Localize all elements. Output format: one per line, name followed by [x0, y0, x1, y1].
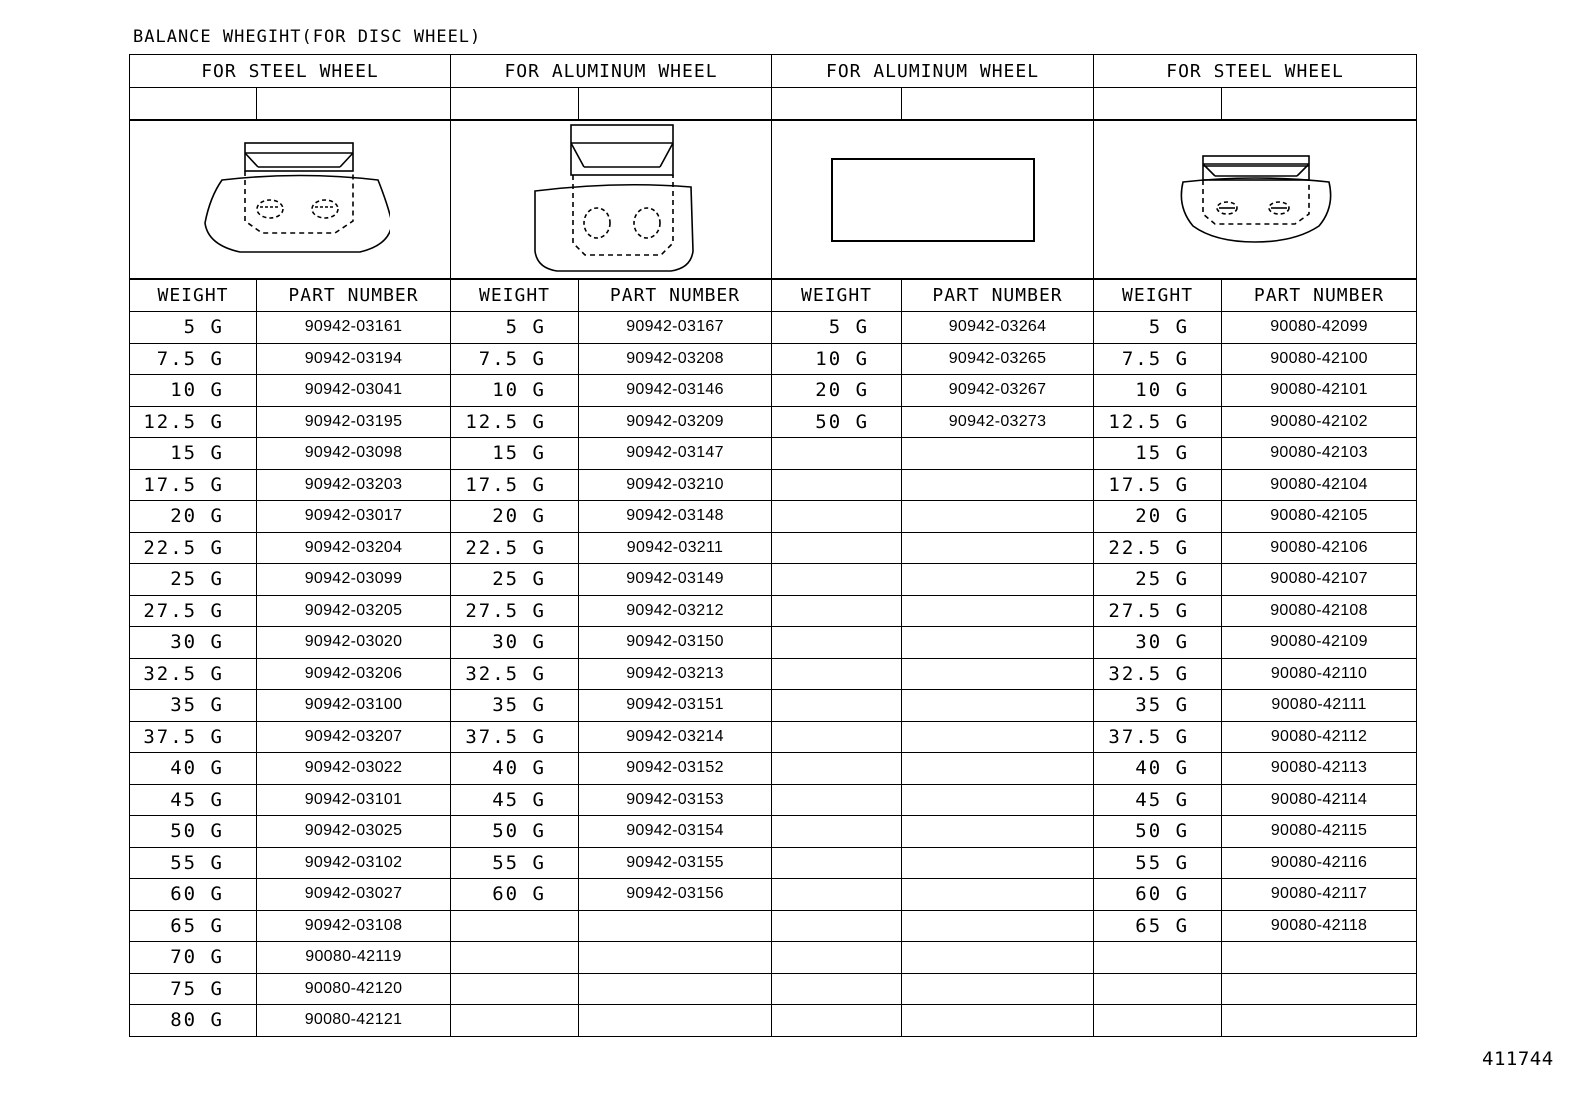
- group-header-row: [130, 55, 1417, 88]
- weight-cell: 20 G: [772, 375, 902, 407]
- part-number-column-header: PART NUMBER: [1222, 279, 1417, 312]
- weight-cell: 20 G: [130, 501, 257, 533]
- table-row: [130, 973, 1417, 1005]
- part-number-cell: [902, 690, 1094, 722]
- weight-cell: 32.5 G: [1094, 658, 1222, 690]
- part-number-cell: 90942-03146: [579, 375, 772, 407]
- weight-cell: 32.5 G: [451, 658, 579, 690]
- part-number-cell: 90942-03195: [257, 406, 451, 438]
- part-number-cell: [579, 973, 772, 1005]
- part-number-cell: 90942-03214: [579, 721, 772, 753]
- part-number-cell: [902, 816, 1094, 848]
- weight-cell: 35 G: [451, 690, 579, 722]
- weight-cell: 10 G: [130, 375, 257, 407]
- part-number-cell: [579, 1005, 772, 1037]
- weight-cell: 37.5 G: [451, 721, 579, 753]
- weight-cell: 45 G: [1094, 784, 1222, 816]
- weight-cell: 55 G: [451, 847, 579, 879]
- weight-cell: 12.5 G: [130, 406, 257, 438]
- part-number-cell: 90942-03204: [257, 532, 451, 564]
- weight-cell: 22.5 G: [1094, 532, 1222, 564]
- weight-cell: [772, 627, 902, 659]
- part-number-cell: 90942-03209: [579, 406, 772, 438]
- part-number-cell: 90080-42108: [1222, 595, 1417, 627]
- part-number-cell: 90080-42102: [1222, 406, 1417, 438]
- weight-column-header: WEIGHT: [451, 279, 579, 312]
- weight-cell: 50 G: [772, 406, 902, 438]
- blank-cell: [772, 88, 902, 121]
- table-row: [130, 343, 1417, 375]
- part-number-cell: 90942-03156: [579, 879, 772, 911]
- part-number-cell: 90080-42120: [257, 973, 451, 1005]
- steel-wheel-clip-weight-small-icon: [1175, 152, 1335, 248]
- weight-cell: 27.5 G: [1094, 595, 1222, 627]
- part-number-cell: [902, 721, 1094, 753]
- part-number-cell: 90080-42110: [1222, 658, 1417, 690]
- part-number-cell: [1222, 1005, 1417, 1037]
- weight-cell: 22.5 G: [130, 532, 257, 564]
- weight-cell: 50 G: [1094, 816, 1222, 848]
- part-number-cell: 90942-03264: [902, 312, 1094, 344]
- weight-cell: 15 G: [1094, 438, 1222, 470]
- blank-cell: [902, 88, 1094, 121]
- part-number-cell: 90942-03108: [257, 910, 451, 942]
- weight-cell: [772, 784, 902, 816]
- part-number-cell: 90942-03265: [902, 343, 1094, 375]
- weight-cell: [451, 942, 579, 974]
- weight-cell: 55 G: [1094, 847, 1222, 879]
- weight-cell: 10 G: [1094, 375, 1222, 407]
- table-row: [130, 910, 1417, 942]
- weight-cell: 5 G: [772, 312, 902, 344]
- weight-cell: [772, 690, 902, 722]
- part-number-cell: 90942-03213: [579, 658, 772, 690]
- part-number-cell: 90080-42112: [1222, 721, 1417, 753]
- weight-cell: [772, 753, 902, 785]
- table-row: [130, 942, 1417, 974]
- weight-cell: [451, 973, 579, 1005]
- part-number-cell: 90942-03151: [579, 690, 772, 722]
- part-number-cell: 90942-03017: [257, 501, 451, 533]
- weight-cell: 30 G: [451, 627, 579, 659]
- part-number-cell: 90942-03022: [257, 753, 451, 785]
- weight-cell: [1094, 973, 1222, 1005]
- blank-cell: [451, 88, 579, 121]
- table-row: [130, 879, 1417, 911]
- part-number-cell: [1222, 942, 1417, 974]
- part-number-cell: 90080-42114: [1222, 784, 1417, 816]
- part-number-cell: [1222, 973, 1417, 1005]
- part-number-cell: [902, 627, 1094, 659]
- part-number-cell: 90080-42121: [257, 1005, 451, 1037]
- part-number-cell: [579, 942, 772, 974]
- part-number-cell: 90942-03041: [257, 375, 451, 407]
- weight-cell: 10 G: [772, 343, 902, 375]
- part-number-cell: 90080-42106: [1222, 532, 1417, 564]
- weight-column-header: WEIGHT: [1094, 279, 1222, 312]
- table-row: [130, 721, 1417, 753]
- weight-cell: 55 G: [130, 847, 257, 879]
- page-title: BALANCE WHEGIHT(FOR DISC WHEEL): [133, 27, 482, 47]
- figure-cell: [772, 120, 1094, 279]
- weight-cell: 45 G: [130, 784, 257, 816]
- table-row: [130, 532, 1417, 564]
- part-number-cell: 90942-03212: [579, 595, 772, 627]
- table-row: [130, 784, 1417, 816]
- part-number-cell: [902, 910, 1094, 942]
- table-row: [130, 658, 1417, 690]
- part-number-cell: [902, 753, 1094, 785]
- weight-cell: 40 G: [1094, 753, 1222, 785]
- part-number-cell: 90942-03153: [579, 784, 772, 816]
- weight-cell: 7.5 G: [130, 343, 257, 375]
- part-number-cell: [902, 847, 1094, 879]
- part-number-cell: 90942-03098: [257, 438, 451, 470]
- table-row: [130, 595, 1417, 627]
- part-number-cell: [579, 910, 772, 942]
- part-number-cell: [902, 469, 1094, 501]
- weight-cell: [772, 942, 902, 974]
- weight-cell: 25 G: [130, 564, 257, 596]
- blank-cell: [579, 88, 772, 121]
- blank-cell: [1094, 88, 1222, 121]
- weight-cell: [451, 1005, 579, 1037]
- weight-cell: 12.5 G: [1094, 406, 1222, 438]
- column-header-row: [130, 279, 1417, 312]
- weight-cell: [1094, 1005, 1222, 1037]
- weight-cell: 5 G: [130, 312, 257, 344]
- part-number-cell: 90942-03102: [257, 847, 451, 879]
- part-number-cell: 90080-42099: [1222, 312, 1417, 344]
- part-number-cell: 90942-03154: [579, 816, 772, 848]
- weight-cell: [772, 1005, 902, 1037]
- diagram-number: 411744: [1482, 1048, 1554, 1070]
- part-number-cell: 90942-03203: [257, 469, 451, 501]
- weight-cell: 70 G: [130, 942, 257, 974]
- weight-cell: 65 G: [130, 910, 257, 942]
- weight-cell: 12.5 G: [451, 406, 579, 438]
- weight-cell: 35 G: [130, 690, 257, 722]
- weight-cell: [772, 879, 902, 911]
- weight-cell: 7.5 G: [451, 343, 579, 375]
- table-row: [130, 753, 1417, 785]
- blank-cell: [130, 88, 257, 121]
- part-number-cell: 90942-03027: [257, 879, 451, 911]
- weight-cell: [772, 973, 902, 1005]
- weight-cell: [772, 438, 902, 470]
- part-number-cell: [902, 438, 1094, 470]
- weight-cell: 60 G: [451, 879, 579, 911]
- part-number-cell: 90080-42107: [1222, 564, 1417, 596]
- part-number-cell: 90942-03100: [257, 690, 451, 722]
- weight-cell: [772, 721, 902, 753]
- table-row: [130, 501, 1417, 533]
- part-number-cell: 90080-42111: [1222, 690, 1417, 722]
- part-number-cell: 90942-03148: [579, 501, 772, 533]
- part-number-cell: 90942-03273: [902, 406, 1094, 438]
- part-number-cell: 90942-03205: [257, 595, 451, 627]
- part-number-column-header: PART NUMBER: [579, 279, 772, 312]
- part-number-cell: 90942-03161: [257, 312, 451, 344]
- part-number-column-header: PART NUMBER: [257, 279, 451, 312]
- group-title: FOR STEEL WHEEL: [1094, 55, 1417, 88]
- steel-wheel-clip-weight-icon: [190, 135, 390, 265]
- part-number-cell: 90080-42113: [1222, 753, 1417, 785]
- part-number-column-header: PART NUMBER: [902, 279, 1094, 312]
- weight-cell: 17.5 G: [1094, 469, 1222, 501]
- part-number-cell: 90942-03101: [257, 784, 451, 816]
- part-number-cell: 90942-03155: [579, 847, 772, 879]
- weight-cell: 10 G: [451, 375, 579, 407]
- table-row: [130, 816, 1417, 848]
- part-number-cell: 90942-03020: [257, 627, 451, 659]
- weight-cell: 5 G: [1094, 312, 1222, 344]
- weight-cell: 27.5 G: [451, 595, 579, 627]
- table-row: [130, 406, 1417, 438]
- table-row: [130, 312, 1417, 344]
- weight-cell: 40 G: [451, 753, 579, 785]
- weight-cell: 65 G: [1094, 910, 1222, 942]
- table-row: [130, 690, 1417, 722]
- weight-cell: 32.5 G: [130, 658, 257, 690]
- weight-cell: [1094, 942, 1222, 974]
- weight-cell: 15 G: [451, 438, 579, 470]
- part-number-cell: 90080-42101: [1222, 375, 1417, 407]
- blank-row: [130, 88, 1417, 121]
- part-number-cell: 90080-42116: [1222, 847, 1417, 879]
- weight-cell: 20 G: [451, 501, 579, 533]
- weight-cell: 60 G: [1094, 879, 1222, 911]
- weight-cell: 80 G: [130, 1005, 257, 1037]
- weight-cell: 37.5 G: [1094, 721, 1222, 753]
- part-number-cell: [902, 973, 1094, 1005]
- part-number-cell: [902, 595, 1094, 627]
- figure-row: [130, 120, 1417, 279]
- part-number-cell: 90080-42100: [1222, 343, 1417, 375]
- part-number-cell: 90080-42118: [1222, 910, 1417, 942]
- weight-cell: 17.5 G: [130, 469, 257, 501]
- weight-cell: 30 G: [1094, 627, 1222, 659]
- weight-column-header: WEIGHT: [130, 279, 257, 312]
- weight-cell: 60 G: [130, 879, 257, 911]
- weight-cell: 15 G: [130, 438, 257, 470]
- weight-cell: 20 G: [1094, 501, 1222, 533]
- aluminum-wheel-clip-weight-icon: [521, 123, 701, 277]
- weight-cell: 5 G: [451, 312, 579, 344]
- weight-cell: 25 G: [451, 564, 579, 596]
- weight-cell: 50 G: [130, 816, 257, 848]
- part-number-cell: 90942-03210: [579, 469, 772, 501]
- part-number-cell: [902, 1005, 1094, 1037]
- part-number-cell: 90942-03167: [579, 312, 772, 344]
- blank-cell: [257, 88, 451, 121]
- part-number-cell: 90942-03208: [579, 343, 772, 375]
- part-number-cell: 90942-03150: [579, 627, 772, 659]
- weight-cell: 30 G: [130, 627, 257, 659]
- part-number-cell: 90942-03149: [579, 564, 772, 596]
- weight-cell: 45 G: [451, 784, 579, 816]
- figure-cell: [451, 120, 772, 279]
- weight-cell: [772, 658, 902, 690]
- table-row: [130, 469, 1417, 501]
- weight-cell: 50 G: [451, 816, 579, 848]
- balance-weight-table: [129, 54, 1417, 1037]
- weight-column-header: WEIGHT: [772, 279, 902, 312]
- part-number-cell: 90942-03211: [579, 532, 772, 564]
- group-title: FOR STEEL WHEEL: [130, 55, 451, 88]
- part-number-cell: [902, 879, 1094, 911]
- weight-cell: [772, 469, 902, 501]
- part-number-cell: 90080-42105: [1222, 501, 1417, 533]
- part-number-cell: 90080-42109: [1222, 627, 1417, 659]
- group-title: FOR ALUMINUM WHEEL: [451, 55, 772, 88]
- weight-cell: [772, 564, 902, 596]
- weight-cell: [772, 816, 902, 848]
- part-number-cell: 90942-03025: [257, 816, 451, 848]
- figure-cell: [130, 120, 451, 279]
- part-number-cell: 90942-03152: [579, 753, 772, 785]
- part-number-cell: [902, 501, 1094, 533]
- weight-cell: 35 G: [1094, 690, 1222, 722]
- weight-cell: 40 G: [130, 753, 257, 785]
- weight-cell: 75 G: [130, 973, 257, 1005]
- part-number-cell: [902, 784, 1094, 816]
- weight-cell: [772, 847, 902, 879]
- part-number-cell: 90942-03099: [257, 564, 451, 596]
- weight-cell: 7.5 G: [1094, 343, 1222, 375]
- table-row: [130, 847, 1417, 879]
- part-number-cell: 90080-42104: [1222, 469, 1417, 501]
- part-number-cell: 90942-03147: [579, 438, 772, 470]
- part-number-cell: [902, 532, 1094, 564]
- part-number-cell: 90080-42117: [1222, 879, 1417, 911]
- weight-cell: [772, 501, 902, 533]
- weight-cell: 22.5 G: [451, 532, 579, 564]
- part-number-cell: 90942-03267: [902, 375, 1094, 407]
- part-number-cell: 90942-03194: [257, 343, 451, 375]
- figure-cell: [1094, 120, 1417, 279]
- weight-cell: [772, 532, 902, 564]
- adhesive-weight-icon: [828, 155, 1038, 245]
- table-row: [130, 438, 1417, 470]
- weight-cell: [772, 595, 902, 627]
- table-row: [130, 375, 1417, 407]
- table-row: [130, 564, 1417, 596]
- part-number-cell: [902, 564, 1094, 596]
- weight-cell: [772, 910, 902, 942]
- part-number-cell: 90942-03206: [257, 658, 451, 690]
- part-number-cell: [902, 658, 1094, 690]
- blank-cell: [1222, 88, 1417, 121]
- group-title: FOR ALUMINUM WHEEL: [772, 55, 1094, 88]
- weight-cell: [451, 910, 579, 942]
- part-number-cell: [902, 942, 1094, 974]
- part-number-cell: 90080-42119: [257, 942, 451, 974]
- weight-cell: 27.5 G: [130, 595, 257, 627]
- part-number-cell: 90942-03207: [257, 721, 451, 753]
- part-number-cell: 90080-42115: [1222, 816, 1417, 848]
- weight-cell: 25 G: [1094, 564, 1222, 596]
- weight-cell: 17.5 G: [451, 469, 579, 501]
- weight-cell: 37.5 G: [130, 721, 257, 753]
- part-number-cell: 90080-42103: [1222, 438, 1417, 470]
- table-row: [130, 1005, 1417, 1037]
- table-row: [130, 627, 1417, 659]
